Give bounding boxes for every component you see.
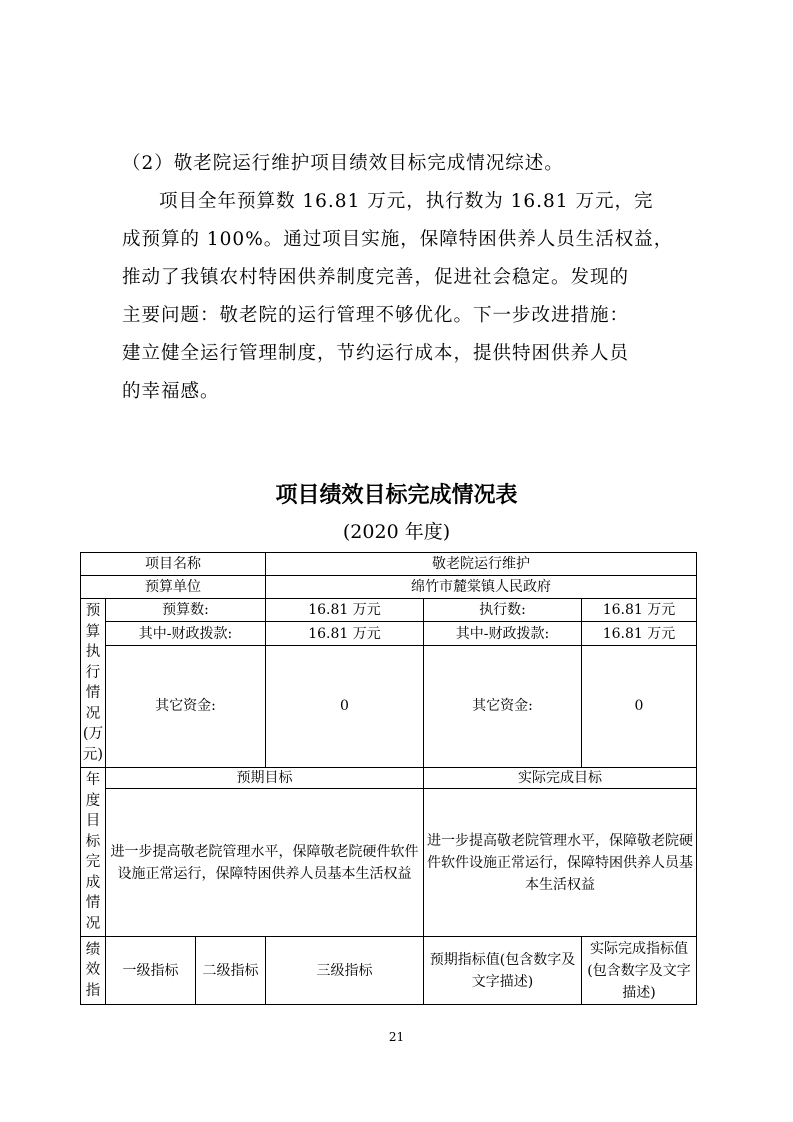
section-heading: （2）敬老院运行维护项目绩效目标完成情况综述。: [122, 153, 564, 174]
other-funds-value: 0: [266, 645, 424, 767]
expected-goal-header: 预期目标: [106, 768, 424, 789]
actual-goal: 进一步提高敬老院管理水平，保障敬老院硬件软件设施正常运行，保障特困供养人员基本生活权益: [424, 789, 697, 937]
fiscal-label: 其中-财政拨款:: [106, 622, 266, 645]
expected-goal: 进一步提高敬老院管理水平，保障敬老院硬件软件设施正常运行，保障特困供养人员基本生活权益: [106, 789, 424, 937]
project-name-value: 敬老院运行维护: [266, 553, 697, 576]
exec-value: 16.81 万元: [582, 599, 697, 622]
para-line: 推动了我镇农村特困供养制度完善，促进社会稳定。发现的: [122, 267, 630, 288]
exec-label: 执行数:: [424, 599, 582, 622]
table-title: 项目绩效目标完成情况表: [275, 483, 518, 508]
level2-indicator-header: 二级指标: [196, 937, 266, 1005]
para-line: 建立健全运行管理制度，节约运行成本，提供特困供养人员: [122, 343, 630, 364]
annual-goal-label: 年 度 目 标 完 成 情 况: [81, 768, 106, 937]
budget-value: 16.81 万元: [266, 599, 424, 622]
budget-exec-label: 预 算 执 行 情 况 (万 元): [81, 599, 106, 768]
para-line: 的幸福感。: [122, 381, 220, 402]
expected-value-header: 预期指标值(包含数字及文字描述): [424, 937, 582, 1005]
fiscal-exec-label: 其中-财政拨款:: [424, 622, 582, 645]
other-funds-label: 其它资金:: [106, 645, 266, 767]
para-line: 项目全年预算数 16.81 万元，执行数为 16.81 万元，完: [159, 191, 654, 212]
other-funds-exec-value: 0: [582, 645, 697, 767]
para-line: 成预算的 100%。通过项目实施，保障特困供养人员生活权益，: [122, 229, 674, 250]
level1-indicator-header: 一级指标: [106, 937, 196, 1005]
page-number: 21: [388, 1030, 405, 1044]
budget-unit-label: 预算单位: [81, 576, 266, 599]
other-funds-exec-label: 其它资金:: [424, 645, 582, 767]
budget-unit-value: 绵竹市麓棠镇人民政府: [266, 576, 697, 599]
project-name-label: 项目名称: [81, 553, 266, 576]
fiscal-exec-value: 16.81 万元: [582, 622, 697, 645]
performance-table: [80, 552, 697, 1005]
fiscal-value: 16.81 万元: [266, 622, 424, 645]
budget-label: 预算数:: [106, 599, 266, 622]
level3-indicator-header: 三级指标: [266, 937, 424, 1005]
indicator-label: 绩 效 指: [81, 937, 106, 1005]
para-line: 主要问题：敬老院的运行管理不够优化。下一步改进措施：: [122, 305, 630, 326]
actual-value-header: 实际完成指标值(包含数字及文字描述): [582, 937, 697, 1005]
section-text: [122, 145, 675, 411]
actual-goal-header: 实际完成目标: [424, 768, 697, 789]
table-subtitle: (2020 年度): [342, 521, 451, 543]
